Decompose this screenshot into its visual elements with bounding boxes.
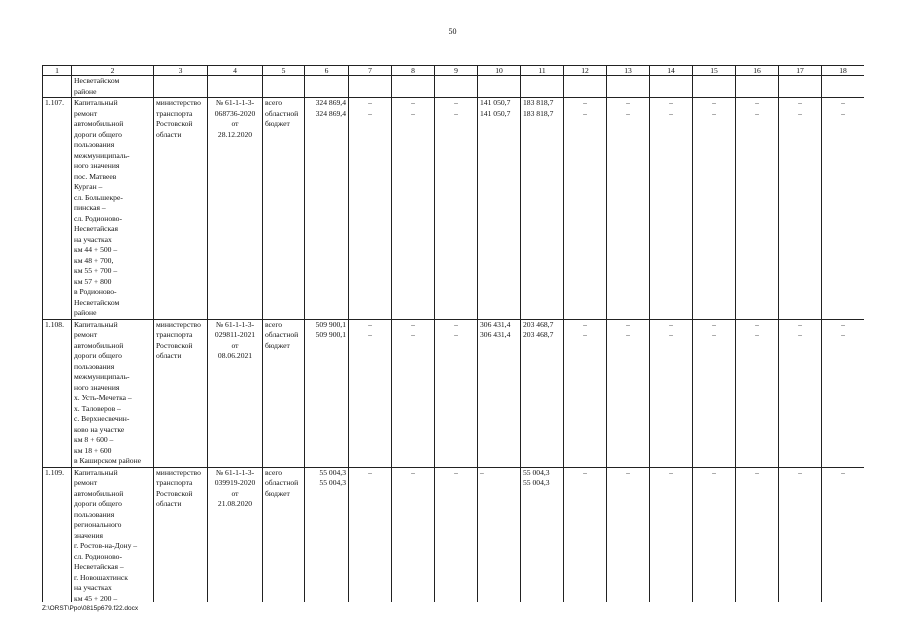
value-cell (693, 98, 736, 320)
funding-source (263, 467, 305, 602)
table-row (43, 98, 865, 320)
column-number: 18 (822, 66, 865, 76)
responsible-owner: министерство транспорта Ростовской области (154, 98, 208, 320)
header-row (43, 66, 865, 76)
value-line (781, 478, 819, 489)
value-line: – (411, 319, 415, 329)
value-line: – (841, 319, 845, 329)
value-line: – (798, 330, 802, 339)
value-line: – (712, 467, 716, 477)
value-line: – (841, 330, 845, 339)
empty-cell (521, 76, 564, 98)
value-line: – (755, 319, 759, 329)
row-number-cell (43, 76, 72, 98)
value-line: – (454, 319, 458, 329)
value-line (609, 478, 647, 489)
value-line: – (368, 108, 372, 118)
value-line: – (798, 98, 802, 107)
value-cell (822, 319, 865, 467)
value-cell (521, 467, 564, 602)
value-line: 509 900,1 (315, 319, 346, 329)
empty-cell (779, 76, 822, 98)
value-line: – (841, 98, 845, 107)
object-name: Капитальный ремонт автомобильной дороги общего пользования межмуниципаль- ного значения х. Усть-Мечетка – х. Таловеров – с. Верхнесвечин- ково на участке км 8 + 600 – км 18 + 600 в Каширском районе (72, 319, 154, 467)
page-number: 50 (448, 27, 457, 36)
table-row (43, 319, 865, 467)
value-line: – (411, 98, 415, 107)
value-cell (521, 319, 564, 467)
value-cell (349, 319, 392, 467)
value-line: 306 431,4 (480, 330, 511, 339)
value-cell (822, 98, 865, 320)
column-number: 1 (43, 66, 72, 76)
value-line (437, 478, 475, 489)
value-cell (607, 467, 650, 602)
value-line (824, 478, 862, 489)
value-cell (392, 467, 435, 602)
empty-cell (650, 76, 693, 98)
column-number: 16 (736, 66, 779, 76)
value-cell (305, 467, 349, 602)
value-line: – (798, 108, 802, 118)
column-number: 2 (72, 66, 154, 76)
funding-source-line: областной бюджет (265, 330, 299, 350)
value-cell (564, 319, 607, 467)
table-row (43, 467, 865, 602)
value-cell (650, 98, 693, 320)
value-line: – (454, 467, 458, 477)
column-number: 4 (208, 66, 263, 76)
value-line: – (583, 330, 587, 339)
column-number: 7 (349, 66, 392, 76)
value-cell (349, 98, 392, 320)
value-line: 203 468,7 (523, 319, 554, 329)
object-name: Капитальный ремонт автомобильной дороги общего пользования регионального значения г. Ростов-на-Дону – сл. Родионово- Несветайская – г. Новошахтинск на участках км 45 + 200 – (72, 467, 154, 602)
value-line: 55 004,3 (523, 478, 550, 487)
value-line: – (669, 319, 673, 329)
value-line: 306 431,4 (480, 319, 511, 329)
column-number: 15 (693, 66, 736, 76)
value-line: – (368, 330, 372, 339)
value-cell (693, 319, 736, 467)
value-line: – (411, 467, 415, 477)
value-line (652, 478, 690, 489)
column-number: 14 (650, 66, 693, 76)
value-cell (435, 467, 478, 602)
value-line: – (755, 98, 759, 107)
value-cell (478, 98, 521, 320)
value-cell (779, 319, 822, 467)
column-number: 9 (435, 66, 478, 76)
value-line: – (626, 319, 630, 329)
value-cell (392, 319, 435, 467)
value-line: 509 900,1 (315, 330, 346, 339)
empty-cell (305, 76, 349, 98)
column-number: 10 (478, 66, 521, 76)
row-number: 1.108. (43, 319, 72, 467)
value-line: – (712, 330, 716, 339)
value-cell (478, 467, 521, 602)
value-line: 183 818,7 (523, 108, 554, 118)
value-cell (305, 98, 349, 320)
value-line: – (626, 467, 630, 477)
value-line: 141 050,7 (480, 108, 511, 118)
value-line: 183 818,7 (523, 98, 554, 107)
funding-source-line: всего (265, 467, 283, 477)
value-cell (607, 98, 650, 320)
responsible-owner: министерство транспорта Ростовской области (154, 319, 208, 467)
column-number: 8 (392, 66, 435, 76)
value-cell (736, 319, 779, 467)
column-number: 12 (564, 66, 607, 76)
funding-source-line: областной бюджет (265, 108, 299, 128)
value-line (394, 478, 432, 489)
value-line: – (755, 467, 759, 477)
value-line: – (454, 108, 458, 118)
row-number: 1.107. (43, 98, 72, 320)
continuation-text: Несветайском районе (72, 76, 154, 98)
value-cell (478, 319, 521, 467)
expertise-document: № 61-1-1-3- 029811-2021 от 08.06.2021 (208, 319, 263, 467)
value-line: – (798, 467, 802, 477)
value-cell (607, 319, 650, 467)
value-line: 55 004,3 (319, 478, 346, 487)
value-line: 203 468,7 (523, 330, 554, 339)
column-number: 5 (263, 66, 305, 76)
column-number: 17 (779, 66, 822, 76)
value-line: – (712, 108, 716, 118)
row-number: 1.109. (43, 467, 72, 602)
value-cell (822, 467, 865, 602)
column-number: 3 (154, 66, 208, 76)
object-name: Капитальный ремонт автомобильной дороги общего пользования межмуниципаль- ного значения пос. Матвеев Курган – сл. Большекре- пинская – сл. Родионово- Несветайская на участках км 44 + 500 – км 48 + 700, км 55 + 700 – км 57 + 800 в Родионово- Несветайском районе (72, 98, 154, 320)
column-number: 6 (305, 66, 349, 76)
expertise-document: № 61-1-1-3- 039919-2020 от 21.08.2020 (208, 467, 263, 602)
empty-cell (736, 76, 779, 98)
value-line: – (368, 98, 372, 107)
value-line: – (583, 467, 587, 477)
value-cell (779, 467, 822, 602)
value-line (480, 478, 518, 489)
value-line: – (712, 98, 716, 107)
value-cell (693, 467, 736, 602)
value-line: – (368, 467, 372, 477)
value-line: 141 050,7 (480, 98, 511, 107)
empty-cell (607, 76, 650, 98)
value-line: – (841, 467, 845, 477)
value-line (695, 478, 733, 489)
funding-source (263, 319, 305, 467)
value-line (738, 478, 776, 489)
empty-cell (154, 76, 208, 98)
value-line: – (669, 98, 673, 107)
value-line: – (755, 108, 759, 118)
empty-cell (564, 76, 607, 98)
value-line: 324 869,4 (315, 108, 346, 118)
funding-source (263, 98, 305, 320)
value-line: – (454, 330, 458, 339)
empty-cell (392, 76, 435, 98)
value-line: 324 869,4 (315, 98, 346, 107)
column-number: 11 (521, 66, 564, 76)
column-number: 13 (607, 66, 650, 76)
value-line: – (368, 319, 372, 329)
value-line (566, 478, 604, 489)
value-line: – (712, 319, 716, 329)
document-table-area (42, 65, 864, 602)
value-cell (435, 98, 478, 320)
value-cell (779, 98, 822, 320)
value-line (351, 478, 389, 489)
value-cell (392, 98, 435, 320)
value-line: 55 004,3 (523, 467, 550, 477)
value-line: – (626, 108, 630, 118)
value-line: – (669, 108, 673, 118)
empty-cell (693, 76, 736, 98)
responsible-owner: министерство транспорта Ростовской области (154, 467, 208, 602)
value-cell (521, 98, 564, 320)
value-line: – (411, 330, 415, 339)
value-line: 55 004,3 (319, 467, 346, 477)
value-cell (435, 319, 478, 467)
value-line: – (626, 98, 630, 107)
empty-cell (435, 76, 478, 98)
empty-cell (822, 76, 865, 98)
expertise-document: № 61-1-1-3- 068736-2020 от 28.12.2020 (208, 98, 263, 320)
funding-source-line: всего (265, 319, 283, 329)
value-line: – (583, 98, 587, 107)
empty-cell (208, 76, 263, 98)
value-cell (650, 467, 693, 602)
value-line: – (798, 319, 802, 329)
continuation-row (43, 76, 865, 98)
budget-table (42, 65, 864, 602)
value-cell (564, 467, 607, 602)
value-cell (305, 319, 349, 467)
empty-cell (478, 76, 521, 98)
value-line: – (669, 330, 673, 339)
value-line: – (841, 108, 845, 118)
value-line: – (454, 98, 458, 107)
value-line: – (411, 108, 415, 118)
value-cell (349, 467, 392, 602)
value-line: – (583, 108, 587, 118)
value-line: – (583, 319, 587, 329)
empty-cell (263, 76, 305, 98)
file-path-footer: Z:\ORST\Ppo\0815p679.f22.docx (42, 605, 139, 612)
funding-source-line: областной бюджет (265, 478, 299, 498)
value-cell (650, 319, 693, 467)
value-cell (564, 98, 607, 320)
funding-source-line: всего (265, 98, 283, 107)
value-cell (736, 467, 779, 602)
value-line: – (755, 330, 759, 339)
value-line: – (480, 467, 484, 477)
empty-cell (349, 76, 392, 98)
value-cell (736, 98, 779, 320)
value-line: – (626, 330, 630, 339)
value-line: – (669, 467, 673, 477)
